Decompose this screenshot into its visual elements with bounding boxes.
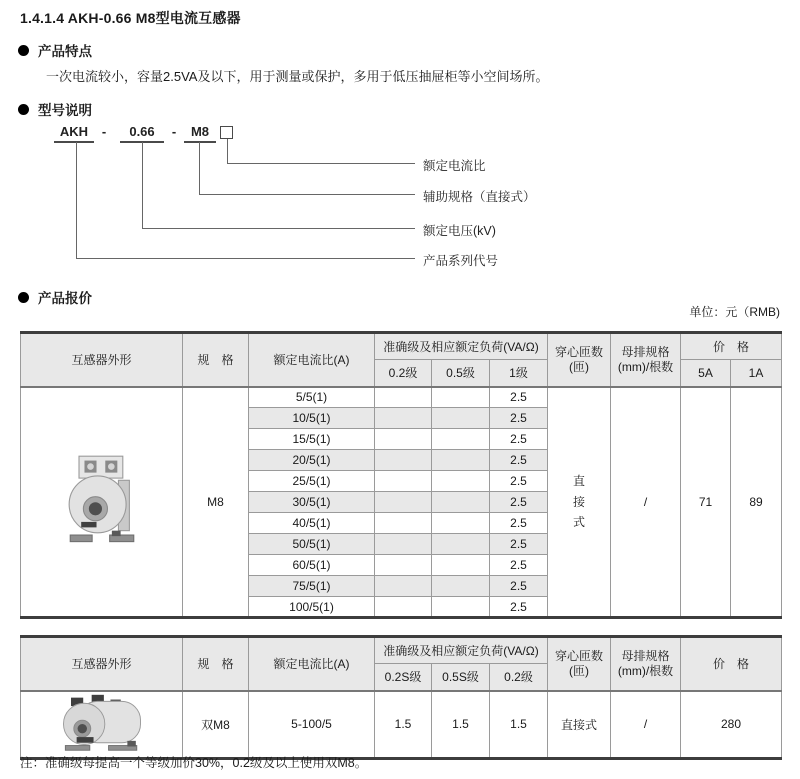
m8-transformer-image: [63, 454, 141, 546]
diagram-line: [199, 194, 415, 195]
section-features-heading: [18, 40, 92, 60]
grade02-cell: [375, 408, 432, 429]
grade05-cell: [432, 597, 490, 618]
grade02-cell: [375, 450, 432, 471]
header-price-1a: 1A: [731, 360, 782, 387]
section-pricing-heading: [18, 287, 92, 307]
model-voltage-code: 0.66: [120, 124, 164, 143]
header-busbar-line1: 母排规格: [621, 648, 670, 663]
header-grade-02s: 0.2S级: [375, 664, 432, 691]
header-grade-02: 0.2级: [490, 664, 548, 691]
transformer-image-cell: [21, 691, 183, 759]
header-busbar: [611, 637, 681, 691]
header-turns-line1: 穿心匝数: [555, 344, 604, 359]
header-ratio: 额定电流比(A): [249, 637, 375, 691]
winding-cell: 直接式: [548, 691, 611, 759]
model-series-code: AKH: [54, 124, 94, 143]
header-accuracy-group: 准确级及相应额定负荷(VA/Ω): [375, 637, 548, 664]
grade05-cell: [432, 576, 490, 597]
diagram-line: [142, 228, 415, 229]
dual-m8-price-table: [20, 635, 782, 760]
header-price-5a: 5A: [681, 360, 731, 387]
ratio-cell: 60/5(1): [249, 555, 375, 576]
grade1-cell: 2.5: [490, 450, 548, 471]
table-row: [21, 691, 782, 759]
grade1-cell: 2.5: [490, 471, 548, 492]
section-features-label: 产品特点: [38, 44, 92, 59]
diagram-line: [76, 258, 415, 259]
header-busbar-line2: (mm)/根数: [617, 359, 674, 374]
ratio-cell: 10/5(1): [249, 408, 375, 429]
ratio-cell: 15/5(1): [249, 429, 375, 450]
diagram-label-aux-spec: 辅助规格（直接式）: [423, 190, 536, 204]
grade02-cell: [375, 387, 432, 408]
header-busbar-line1: 母排规格: [621, 344, 670, 359]
grade1-cell: 2.5: [490, 429, 548, 450]
spec-cell: 双M8: [183, 691, 249, 759]
header-grade-05s: 0.5S级: [432, 664, 490, 691]
features-text: 一次电流较小，容量2.5VA及以下，用于测量或保护，多用于低压抽屉柜等小空间场所。: [46, 69, 549, 84]
header-price: 价 格: [681, 637, 782, 691]
ratio-cell: 40/5(1): [249, 513, 375, 534]
header-ratio: 额定电流比(A): [249, 333, 375, 387]
section-model-heading: [18, 99, 92, 119]
model-placeholder-box-icon: [220, 126, 233, 139]
model-diagram: [0, 120, 800, 288]
header-spec: 规 格: [183, 637, 249, 691]
table-header-row: [21, 637, 782, 664]
transformer-image-cell: [21, 387, 183, 618]
header-grade-02: 0.2级: [375, 360, 432, 387]
header-busbar-line2: (mm)/根数: [617, 663, 674, 678]
grade02-cell: [375, 429, 432, 450]
grade1-cell: 2.5: [490, 408, 548, 429]
m8-price-table: [20, 331, 782, 619]
busbar-cell: /: [611, 387, 681, 618]
header-turns-line2: (匝): [569, 663, 590, 678]
grade02-cell: [375, 555, 432, 576]
diagram-line: [227, 139, 228, 163]
grade05-cell: [432, 534, 490, 555]
grade02-cell: [375, 492, 432, 513]
table-row: [21, 387, 782, 408]
grade05-cell: [432, 555, 490, 576]
grade02-cell: 1.5: [490, 691, 548, 759]
diagram-line: [76, 142, 77, 258]
page-title: 1.4.1.4 AKH-0.66 M8型电流互感器: [20, 10, 241, 26]
bullet-icon: [18, 292, 29, 303]
ratio-cell: 20/5(1): [249, 450, 375, 471]
ratio-cell: 50/5(1): [249, 534, 375, 555]
grade1-cell: 2.5: [490, 492, 548, 513]
grade02-cell: [375, 471, 432, 492]
grade1-cell: 2.5: [490, 576, 548, 597]
ratio-cell: 25/5(1): [249, 471, 375, 492]
ratio-cell: 100/5(1): [249, 597, 375, 618]
header-grade-05: 0.5级: [432, 360, 490, 387]
unit-note: 单位：元（RMB): [689, 305, 780, 319]
header-busbar: [611, 333, 681, 387]
grade1-cell: 2.5: [490, 555, 548, 576]
winding-cell: 直接式: [548, 387, 611, 618]
ratio-cell: 75/5(1): [249, 576, 375, 597]
ratio-cell: 30/5(1): [249, 492, 375, 513]
header-turns-line1: 穿心匝数: [555, 648, 604, 663]
ratio-cell: 5/5(1): [249, 387, 375, 408]
grade05s-cell: 1.5: [432, 691, 490, 759]
grade02-cell: [375, 513, 432, 534]
grade02s-cell: 1.5: [375, 691, 432, 759]
grade05-cell: [432, 492, 490, 513]
model-separator: -: [101, 124, 107, 139]
grade05-cell: [432, 471, 490, 492]
header-appearance: 互感器外形: [21, 333, 183, 387]
grade1-cell: 2.5: [490, 534, 548, 555]
table-header-row: [21, 333, 782, 360]
grade05-cell: [432, 387, 490, 408]
grade05-cell: [432, 450, 490, 471]
header-accuracy-group: 准确级及相应额定负荷(VA/Ω): [375, 333, 548, 360]
header-appearance: 互感器外形: [21, 637, 183, 691]
grade05-cell: [432, 408, 490, 429]
model-spec-code: M8: [184, 124, 216, 143]
diagram-line: [199, 142, 200, 194]
price-cell: 280: [681, 691, 782, 759]
price-1a-cell: 89: [731, 387, 782, 618]
grade1-cell: 2.5: [490, 597, 548, 618]
grade02-cell: [375, 576, 432, 597]
diagram-line: [142, 142, 143, 228]
header-price-group: 价 格: [681, 333, 782, 360]
header-spec: 规 格: [183, 333, 249, 387]
header-turns: [548, 637, 611, 691]
busbar-cell: /: [611, 691, 681, 759]
grade1-cell: 2.5: [490, 513, 548, 534]
price-5a-cell: 71: [681, 387, 731, 618]
ratio-cell: 5-100/5: [249, 691, 375, 759]
section-model-label: 型号说明: [38, 103, 92, 118]
dual-m8-transformer-image: [50, 692, 154, 754]
diagram-line: [227, 163, 415, 164]
grade02-cell: [375, 597, 432, 618]
grade05-cell: [432, 429, 490, 450]
grade1-cell: 2.5: [490, 387, 548, 408]
section-pricing-label: 产品报价: [38, 291, 92, 306]
header-turns: [548, 333, 611, 387]
diagram-label-current-ratio: 额定电流比: [423, 159, 486, 173]
grade05-cell: [432, 513, 490, 534]
header-turns-line2: (匝): [569, 359, 590, 374]
footnote: 注：准确级每提高一个等级加价30%，0.2级及以上使用双M8。: [20, 756, 368, 770]
diagram-label-voltage: 额定电压(kV): [423, 224, 496, 238]
header-grade-1: 1级: [490, 360, 548, 387]
model-separator: -: [171, 124, 177, 139]
grade02-cell: [375, 534, 432, 555]
bullet-icon: [18, 104, 29, 115]
bullet-icon: [18, 45, 29, 56]
spec-cell: M8: [183, 387, 249, 618]
diagram-label-series: 产品系列代号: [423, 254, 499, 268]
